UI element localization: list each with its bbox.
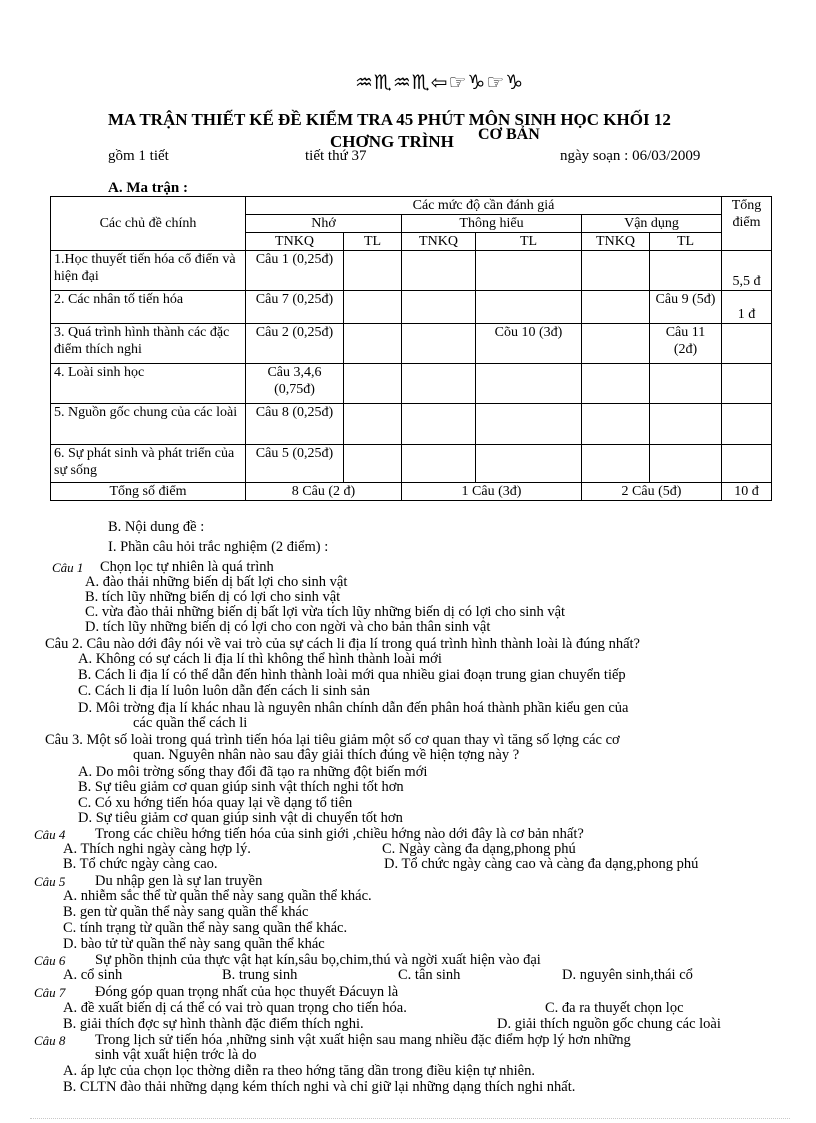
topic-cell: 1.Học thuyết tiến hóa cổ điển và hiện đại [51, 251, 246, 291]
remember-mc-cell: Câu 8 (0,25đ) [246, 404, 344, 445]
remember-mc-cell: Câu 5 (0,25đ) [246, 445, 344, 483]
table-row [51, 324, 772, 364]
header-total: Tổng điểm [722, 197, 772, 251]
question-stem: Câu 2. Câu nào dới đây nói về vai trò của sự cách li địa lí trong quá trình hình thành loài là đúng nhất? [45, 636, 640, 652]
topic-cell: 2. Các nhân tố tiến hóa [51, 291, 246, 324]
question-label: Câu 7 [34, 985, 66, 1000]
question-label: Câu 6 [34, 953, 66, 968]
remember-mc-cell: Câu 7 (0,25đ) [246, 291, 344, 324]
answer-option: B. Cách li địa lí có thể dẫn đến hình thành loài mới qua nhiều giai đoạn trung gian chuyển tiếp [78, 667, 626, 683]
understand-essay-cell [476, 404, 582, 445]
question-stem: Trong các chiều hớng tiến hóa của sinh giới ,chiều hớng nào dới đây là cơ bản nhất? [95, 826, 584, 842]
total-cell [722, 404, 772, 445]
sub-mc: TNKQ [402, 233, 476, 251]
remember-mc-cell: Câu 3,4,6 (0,75đ) [246, 364, 344, 404]
answer-option: B. CLTN đào thải những dạng kém thích nghi và chỉ giữ lại những dạng thích nghi nhất. [63, 1079, 576, 1095]
topic-cell: 6. Sự phát sinh và phát triển của sự sống [51, 445, 246, 483]
page-subtitle-program: CƠ BẢN [478, 126, 540, 143]
question-label: Câu 4 [34, 827, 66, 842]
answer-option-continued: các quần thể cách li [133, 715, 248, 731]
table-row [51, 445, 772, 483]
answer-option: D. Sự tiêu giảm cơ quan giúp sinh vật di chuyển tốt hơn [78, 810, 403, 826]
answer-option: C. Cách li địa lí luôn luôn dẫn đến cách li sinh sản [78, 683, 370, 699]
answer-option: B. giải thích đợc sự hình thành đặc điểm thích nghi. [63, 1016, 364, 1032]
part-1-heading: I. Phần câu hỏi trắc nghiệm (2 điểm) : [108, 539, 329, 555]
answer-option: A. Thích nghi ngày càng hợp lý. [63, 841, 251, 857]
apply-essay-cell: Câu 9 (5đ) [650, 291, 722, 324]
page-subtitle: CHƠNG TRÌNH [330, 132, 454, 151]
decorative-symbols: ♒♏♒♏⇦☞♑☞♑ [355, 70, 525, 94]
total-cell [722, 445, 772, 483]
table-row [51, 251, 772, 291]
sub-essay: TL [344, 233, 402, 251]
apply-essay-cell [650, 404, 722, 445]
total-cell [722, 364, 772, 404]
answer-option: A. đào thải những biến dị bất lợi cho sinh vật [85, 574, 348, 590]
page-bottom-divider [30, 1118, 790, 1119]
sub-mc: TNKQ [582, 233, 650, 251]
table-row [51, 291, 772, 324]
answer-option: B. trung sinh [222, 967, 298, 983]
question-stem: Sự phồn thịnh của thực vật hạt kín,sâu bọ,chim,thú và ngời xuất hiện vào đại [95, 952, 541, 968]
header-understand: Thông hiểu [402, 215, 582, 233]
answer-option: A. Không có sự cách li địa lí thì không thể hình thành loài mới [78, 651, 442, 667]
answer-option: B. Tổ chức ngày càng cao. [63, 856, 218, 872]
answer-option: A. Do môi trờng sống thay đổi đã tạo ra những đột biến mới [78, 764, 428, 780]
total-cell: 5,5 đ [722, 251, 772, 291]
period-label: tiết thứ 37 [305, 148, 367, 164]
header-levels: Các mức độ cần đánh giá [246, 197, 722, 215]
answer-option: C. đa ra thuyết chọn lọc [545, 1000, 684, 1016]
sub-essay: TL [650, 233, 722, 251]
question-stem: Du nhập gen là sự lan truyền [95, 873, 263, 889]
total-cell [722, 324, 772, 364]
question-stem: Đóng góp quan trọng nhất của học thuyết Đácuyn là [95, 984, 399, 1000]
footer-label: Tổng số điểm [51, 483, 246, 501]
topic-cell: 5. Nguồn gốc chung của các loài [51, 404, 246, 445]
remember-mc-cell: Câu 1 (0,25đ) [246, 251, 344, 291]
answer-option: A. đề xuất biến dị cá thể có vai trò quan trọng cho tiến hóa. [63, 1000, 407, 1016]
answer-option: A. áp lực của chọn lọc thờng diễn ra theo hớng tăng dần trong điều kiện tự nhiên. [63, 1063, 535, 1079]
question-stem: Trong lịch sử tiến hóa ,những sinh vật xuất hiện sau mang nhiều đặc điểm hợp lý hơn những [95, 1032, 631, 1048]
answer-option: D. Tổ chức ngày càng cao và càng đa dạng,phong phú [384, 856, 699, 872]
question-label: Câu 8 [34, 1033, 66, 1048]
table-row [51, 364, 772, 404]
sub-mc: TNKQ [246, 233, 344, 251]
page-title: MA TRẬN THIẾT KẾ ĐỀ KIỂM TRA 45 PHÚT MÔN SINH HỌC KHỐI 12 [108, 110, 671, 129]
footer-understand: 1 Câu (3đ) [402, 483, 582, 501]
remember-mc-cell: Câu 2 (0,25đ) [246, 324, 344, 364]
footer-remember: 8 Câu (2 đ) [246, 483, 402, 501]
apply-essay-cell: Câu 11 (2đ) [650, 324, 722, 364]
question-stem: Chọn lọc tự nhiên là quá trình [100, 559, 274, 575]
understand-essay-cell [476, 251, 582, 291]
answer-option: C. Ngày càng đa dạng,phong phú [382, 841, 576, 857]
answer-option: D. tích lũy những biến dị có lợi cho con ngời và cho bản thân sinh vật [85, 619, 491, 635]
date-label: ngày soạn : 06/03/2009 [560, 148, 701, 164]
answer-option: A. cổ sinh [63, 967, 123, 983]
question-stem-continued: sinh vật xuất hiện trớc là do [95, 1047, 257, 1063]
apply-essay-cell [650, 364, 722, 404]
answer-option: D. bào tử từ quần thể này sang quần thể khác [63, 936, 325, 952]
answer-option: B. gen từ quần thể này sang quần thể khác [63, 904, 309, 920]
answer-option: D. Môi trờng địa lí khác nhau là nguyên nhân chính dẫn đến phân hoá thành phần kiểu gen của [78, 700, 629, 716]
answer-option: D. giải thích nguồn gốc chung các loài [497, 1016, 721, 1032]
answer-option: C. vừa đào thải những biến dị bất lợi vừa tích lũy những biến dị có lợi cho sinh vật [85, 604, 566, 620]
answer-option: B. Sự tiêu giảm cơ quan giúp sinh vật thích nghi tốt hơn [78, 779, 404, 795]
question-stem: Câu 3. Một số loài trong quá trình tiến hóa lại tiêu giảm một số cơ quan thay vì tăng số lợng các cơ [45, 732, 620, 748]
answer-option: D. nguyên sinh,thái cổ [562, 967, 693, 983]
apply-essay-cell [650, 251, 722, 291]
understand-essay-cell [476, 445, 582, 483]
understand-essay-cell [476, 364, 582, 404]
answer-option: C. tính trạng từ quần thể này sang quần thể khác. [63, 920, 348, 936]
understand-essay-cell: Cõu 10 (3đ) [476, 324, 582, 364]
understand-essay-cell [476, 291, 582, 324]
section-a-heading: A. Ma trận : [108, 180, 188, 196]
topic-cell: 4. Loài sinh học [51, 364, 246, 404]
answer-option: C. Có xu hớng tiến hóa quay lại về dạng tổ tiên [78, 795, 353, 811]
sub-essay: TL [476, 233, 582, 251]
question-label: Câu 5 [34, 874, 66, 889]
footer-apply: 2 Câu (5đ) [582, 483, 722, 501]
matrix-table [50, 196, 772, 501]
table-footer-row [51, 483, 772, 501]
header-topics: Các chủ đề chính [51, 197, 246, 251]
topic-cell: 3. Quá trình hình thành các đặc điểm thích nghi [51, 324, 246, 364]
answer-option: C. tân sinh [398, 967, 461, 983]
question-stem-continued: quan. Nguyên nhân nào sau đây giải thích đúng về hiện tợng này ? [133, 747, 520, 763]
header-remember: Nhớ [246, 215, 402, 233]
answer-option: A. nhiễm sắc thể từ quần thể này sang quần thể khác. [63, 888, 372, 904]
question-label: Câu 1 [52, 560, 84, 575]
footer-total: 10 đ [722, 483, 772, 501]
section-b-heading: B. Nội dung đề : [108, 519, 205, 535]
total-cell: 1 đ [722, 291, 772, 324]
answer-option: B. tích lũy những biến dị có lợi cho sinh vật [85, 589, 341, 605]
apply-essay-cell [650, 445, 722, 483]
header-apply: Vận dụng [582, 215, 722, 233]
table-row [51, 404, 772, 445]
duration-label: gồm 1 tiết [108, 148, 169, 164]
